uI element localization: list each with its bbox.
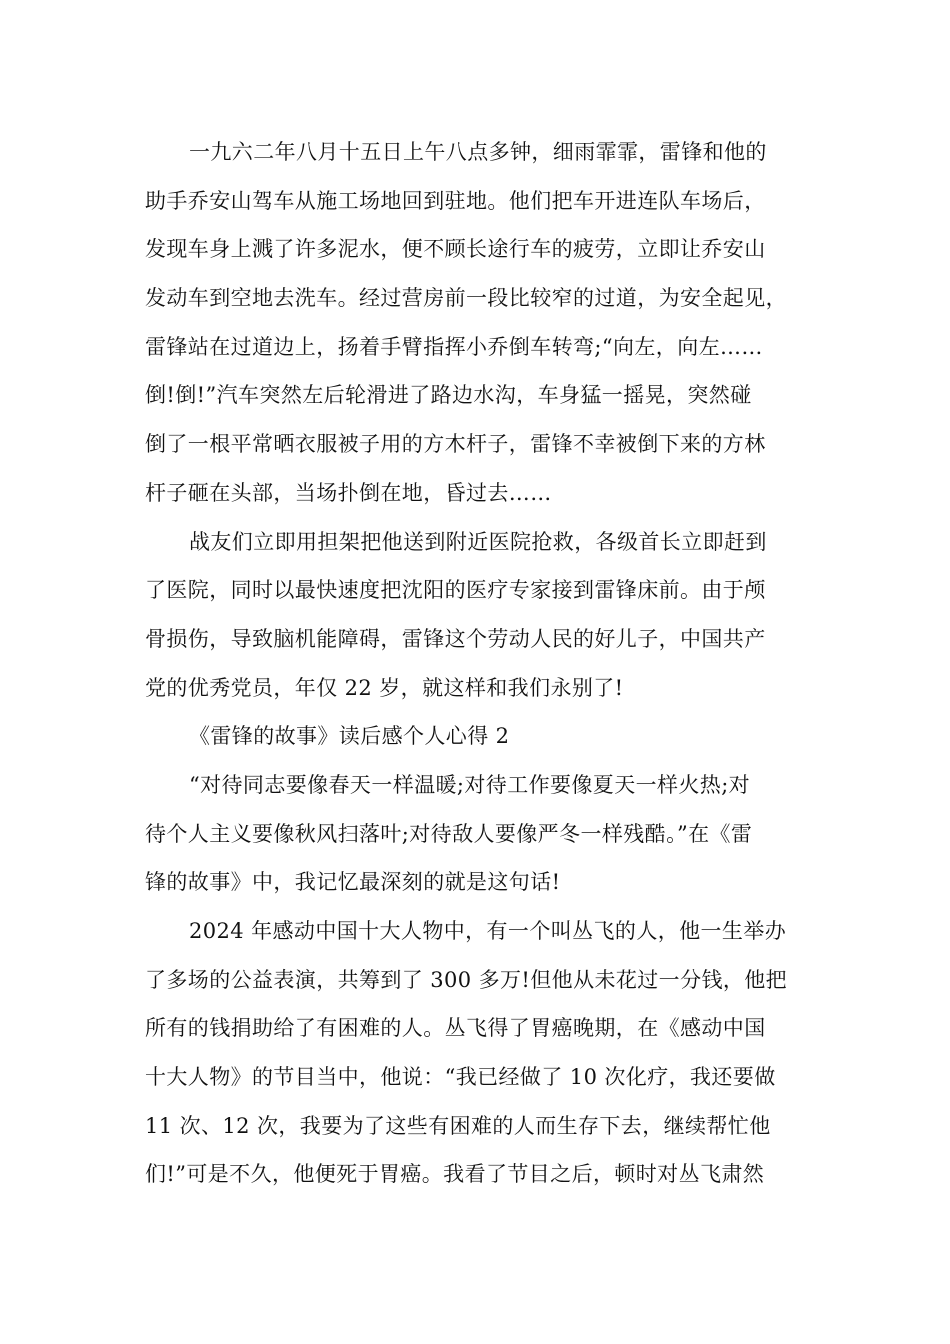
- text-line: 待个人主义要像秋风扫落叶;对待敌人要像严冬一样残酷。”在《雷: [145, 821, 753, 846]
- text-line: 战友们立即用担架把他送到附近医院抢救，各级首长立即赶到: [189, 529, 767, 554]
- text-line: 11 次、12 次，我要为了这些有困难的人而生存下去，继续帮忙他: [145, 1113, 771, 1138]
- text-line: 党的优秀党员，年仅 22 岁，就这样和我们永别了!: [145, 675, 624, 700]
- text-line: 所有的钱捐助给了有困难的人。丛飞得了胃癌晚期，在《感动中国: [145, 1016, 766, 1041]
- text-line: 发动车到空地去洗车。经过营房前一段比较窄的过道，为安全起见，: [145, 286, 787, 311]
- text-line: 杆子砸在头部，当场扑倒在地，昏过去……: [145, 480, 552, 505]
- text-line: 发现车身上溅了许多泥水，便不顾长途行车的疲劳，立即让乔安山: [145, 237, 766, 262]
- paragraph-accident: [145, 128, 825, 518]
- section-heading: [145, 712, 825, 761]
- paragraph-quote: [145, 761, 825, 907]
- text-line: 锋的故事》中，我记忆最深刻的就是这句话!: [145, 870, 561, 895]
- text-line: 了多场的公益表演，共筹到了 300 多万!但他从未花过一分钱，他把: [145, 967, 788, 992]
- heading-line: 《雷锋的故事》读后感个人心得 2: [189, 724, 510, 749]
- text-line: 十大人物》的节目当中，他说：“我已经做了 10 次化疗，我还要做: [145, 1065, 776, 1090]
- text-line: 了医院，同时以最快速度把沈阳的医疗专家接到雷锋床前。由于颅: [145, 578, 766, 603]
- text-line: 2024 年感动中国十大人物中，有一个叫丛飞的人，他一生举办: [189, 919, 787, 943]
- paragraph-congfei: [145, 907, 825, 1199]
- text-line: 倒!倒!”汽车突然左后轮滑进了路边水沟，车身猛一摇晃，突然碰: [145, 383, 752, 408]
- text-line: 雷锋站在过道边上，扬着手臂指挥小乔倒车转弯;“向左，向左……: [145, 334, 763, 359]
- text-line: 倒了一根平常晒衣服被子用的方木杆子，雷锋不幸被倒下来的方林: [145, 432, 766, 457]
- text-line: 一九六二年八月十五日上午八点多钟，细雨霏霏，雷锋和他的: [189, 140, 767, 164]
- text-line: 们!”可是不久，他便死于胃癌。我看了节目之后，顿时对丛飞肃然: [145, 1162, 765, 1187]
- text-line: 助手乔安山驾车从施工场地回到驻地。他们把车开进连队车场后，: [145, 188, 766, 213]
- text-line: 骨损伤，导致脑机能障碍，雷锋这个劳动人民的好儿子，中国共产: [145, 626, 766, 651]
- document-body: [145, 128, 825, 1199]
- text-line: “对待同志要像春天一样温暖;对待工作要像夏天一样火热;对: [189, 772, 751, 797]
- paragraph-hospital: [145, 518, 825, 713]
